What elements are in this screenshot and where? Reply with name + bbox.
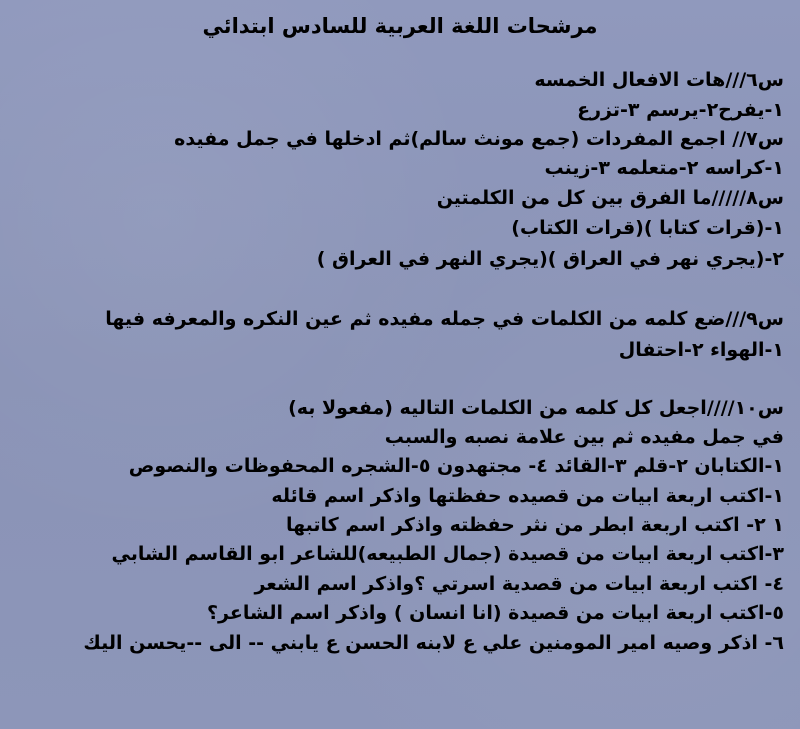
texts-item-1: ١-اكتب اربعة ابيات من قصيده حفظتها واذكر اسم قائله — [271, 485, 784, 507]
question-10-instruction: في جمل مفيده ثم بين علامة نصبه والسبب — [384, 426, 784, 448]
question-9: س٩///ضع كلمه من الكلمات في جمله مفيده ثم عين النكره والمعرفه فيها — [105, 308, 784, 330]
texts-item-6: ٦- اذكر وصيه امير المومنين علي ع لابنه الحسن ع يابني -- الى --يحسن اليك — [83, 632, 784, 654]
question-9-items: ١-الهواء ٢-احتفال — [618, 339, 784, 361]
question-10: س١٠////اجعل كل كلمه من الكلمات التاليه (مفعولا به) — [288, 397, 784, 419]
question-7: س٧// اجمع المفردات (جمع مونث سالم)ثم ادخلها في جمل مفيده — [174, 128, 784, 150]
texts-item-3: ٣-اكتب اربعة ابيات من قصيدة (جمال الطبيعه)للشاعر ابو القاسم الشابي — [111, 543, 784, 565]
question-8-item-2: ٢-(يجري نهر في العراق )(يجري النهر في العراق ) — [316, 248, 784, 270]
question-8-item-1: ١-(قرات كتابا )(قرات الكتاب) — [511, 217, 784, 239]
question-6-items: ١-يفرح٢-يرسم ٣-تزرع — [577, 99, 784, 121]
texts-item-4: ٤- اكتب اربعة ابيات من قصدية اسرتي ؟واذكر اسم الشعر — [254, 573, 784, 595]
page-title: مرشحات اللغة العربية للسادس ابتدائي — [202, 14, 598, 38]
question-10-items: ١-الكتابان ٢-قلم ٣-القائد ٤- مجتهدون ٥-الشجره المحفوظات والنصوص — [128, 455, 784, 477]
question-8: س٨/////ما الفرق بين كل من الكلمتين — [436, 187, 784, 209]
texts-item-2: ١ ٢- اكتب اربعة ابطر من نثر حفظته واذكر اسم كاتبها — [285, 514, 784, 536]
question-7-items: ١-كراسه ٢-متعلمه ٣-زينب — [544, 157, 784, 179]
question-6: س٦///هات الافعال الخمسه — [534, 69, 784, 91]
texts-item-5: ٥-اكتب اربعة ابيات من قصيدة (انا انسان ) واذكر اسم الشاعر؟ — [207, 602, 784, 624]
